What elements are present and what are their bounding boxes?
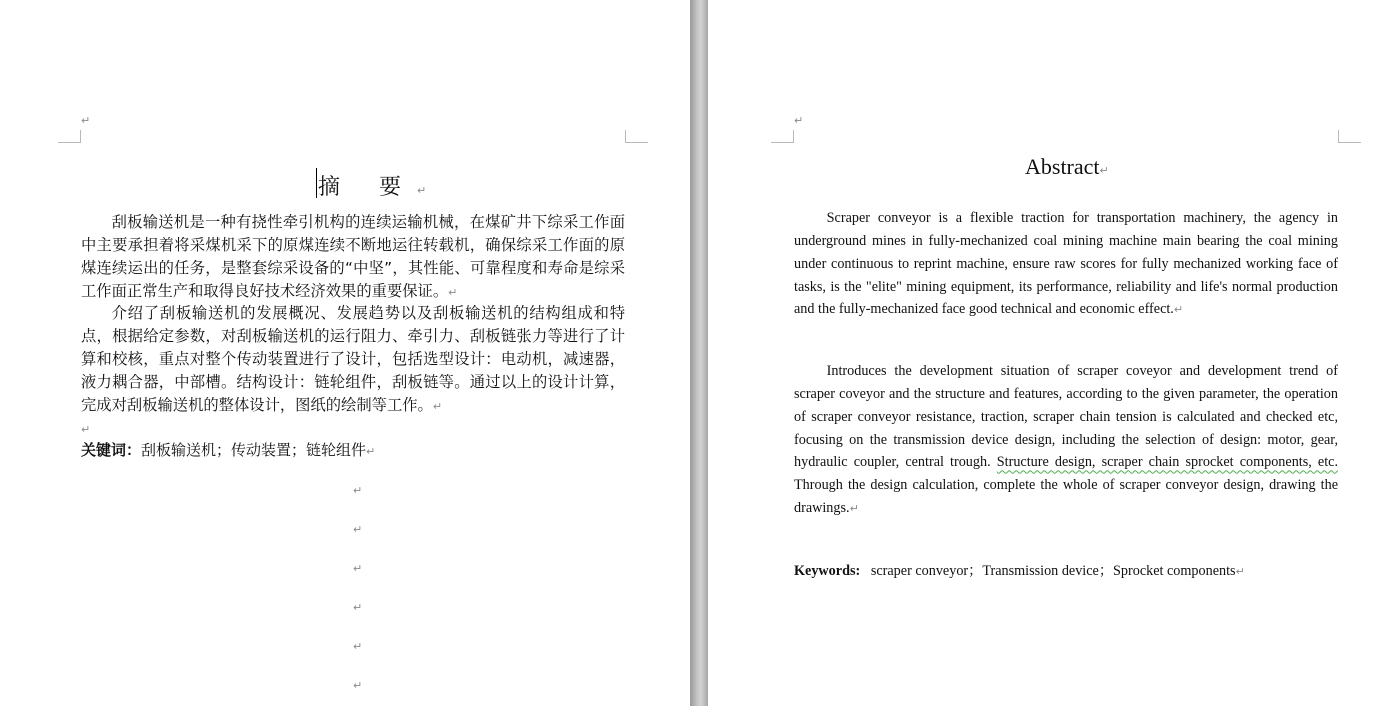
- empty-paragraph-mark: ↵: [353, 640, 363, 653]
- keywords-text: scraper conveyor；Transmission device；Sprocket components: [870, 563, 1236, 579]
- empty-paragraph-mark: ↵: [353, 679, 363, 692]
- grammar-flagged-text[interactable]: Structure design, scraper chain sprocket components, etc.: [996, 454, 1339, 471]
- keywords-text: 刮板输送机；传动装置；链轮组件: [141, 441, 367, 459]
- page-chinese-abstract[interactable]: [0, 0, 690, 706]
- empty-paragraph-mark: ↵: [353, 601, 363, 614]
- paragraph-mark: ↵: [432, 399, 443, 413]
- keywords-separator: ：: [126, 441, 142, 459]
- english-abstract-title[interactable]: Abstract↵: [1025, 154, 1109, 179]
- paragraph-mark: ↵: [1235, 565, 1245, 578]
- empty-paragraph-mark: ↵: [353, 523, 363, 536]
- chinese-paragraph-2[interactable]: 介绍了刮板输送机的发展概况、发展趋势以及刮板输送机的结构组成和特点，根据给定参数，对刮板输送机的运行阻力、牵引力、刮板链张力等进行了计算和校核，重点对整个传动装置进行了设计，包括选型设计：电动机，减速器，液力耦合器，中部槽。结构设计：链轮组件，刮板链等。通过以上的设计计算，完成对刮板输送机的整体设计，图纸的绘制等工作。↵: [81, 304, 625, 414]
- english-paragraph-1[interactable]: Scraper conveyor is a flexible traction for transportation machinery, the agency in underground mines in fully-mechanized coal mining machine main bearing the coal mining under continuous to reprint machine, ensure raw scores for fully mechanized working face of tasks, is the "elite" mining equipment, its performance, reliability and life's normal production and the fully-mechanized face good technical and economic effect.↵: [794, 210, 1338, 318]
- crop-mark-top-left: [58, 130, 81, 143]
- paragraph-mark: ↵: [1099, 164, 1109, 177]
- paragraph-mark: ↵: [849, 502, 859, 516]
- english-keywords[interactable]: [794, 561, 1245, 581]
- chinese-keywords[interactable]: [81, 439, 375, 461]
- keywords-label: Keywords:: [794, 563, 861, 579]
- empty-paragraph-mark: ↵: [353, 484, 363, 497]
- page-english-abstract[interactable]: [708, 0, 1394, 706]
- crop-mark-top-right: [625, 130, 648, 143]
- crop-mark-top-left: [771, 130, 794, 143]
- paragraph-mark: ↵: [81, 114, 91, 127]
- crop-mark-top-right: [1338, 130, 1361, 143]
- paragraph-mark: ↵: [366, 445, 376, 458]
- paragraph-mark: ↵: [794, 114, 804, 127]
- text-cursor: [316, 168, 317, 198]
- empty-paragraph-mark: ↵: [353, 562, 363, 575]
- chinese-paragraph-1[interactable]: 刮板输送机是一种有挠性牵引机构的连续运输机械，在煤矿井下综采工作面中主要承担着将采煤机采下的原煤连续不断地运往转载机，确保综采工作面的原煤连续运出的任务，是整套综采设备的“中坚”，其性能、可靠程度和寿命是综采工作面正常生产和取得良好技术经济效果的重要保证。↵: [81, 213, 625, 300]
- page-gutter: [690, 0, 708, 706]
- paragraph-mark: ↵: [81, 423, 91, 436]
- chinese-abstract-title[interactable]: 摘 要↵: [318, 175, 427, 200]
- paragraph-mark: ↵: [1173, 303, 1184, 317]
- paragraph-mark: ↵: [417, 184, 427, 197]
- paragraph-mark: ↵: [448, 285, 458, 299]
- keywords-label: 关键词: [81, 441, 127, 459]
- english-paragraph-2[interactable]: Introduces the development situation of scraper coveyor and development trend of scraper coveyor and the structure and features, according to the given parameter, the operation of scraper conveyor resistance, traction, scraper chain tension is calculated and checked etc, focusing on the transmission device design, including the selection of design: motor, gear, hydraulic coupler, central trough. Structure design, scraper chain sprocket components, etc. Through the design calculation, complete the whole of scraper conveyor design, drawing the drawings.↵: [794, 363, 1339, 517]
